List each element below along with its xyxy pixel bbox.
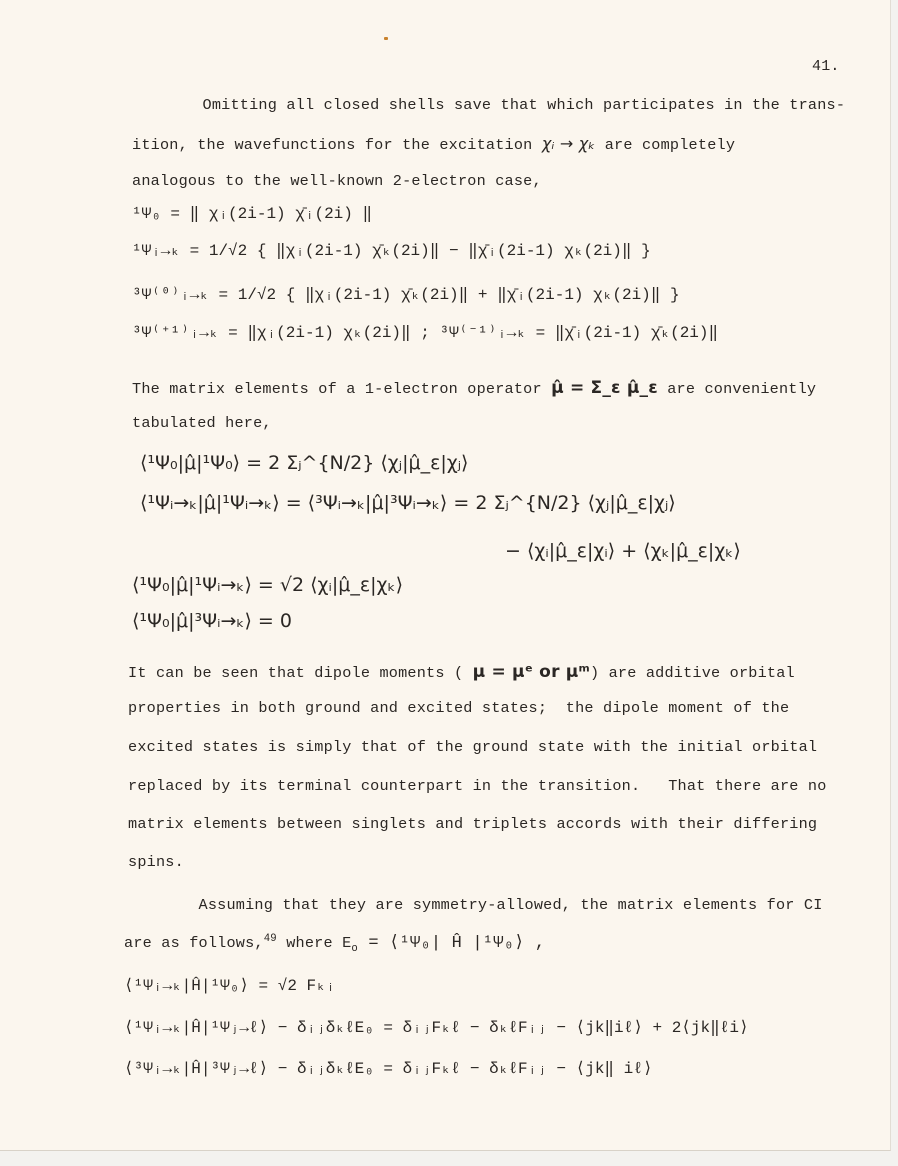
excitation-math: χᵢ → χₖ — [541, 134, 596, 153]
ci-element-triplet-triplet: ⟨³Ψᵢ→ₖ|Ĥ|³Ψⱼ→ℓ⟩ − δᵢⱼδₖℓE₀ = δᵢⱼFₖℓ − δₖℓFᵢⱼ − ⟨jk‖ iℓ⟩ — [124, 1060, 653, 1078]
ci-element-singlet-ground: ⟨¹Ψᵢ→ₖ|Ĥ|¹Ψ₀⟩ = √2 Fₖᵢ — [124, 977, 336, 995]
matrix-element-transition: ⟨¹Ψ₀|μ̂|¹Ψᵢ→ₖ⟩ = √2 ⟨χᵢ|μ̂_ε|χₖ⟩ — [132, 574, 404, 596]
operator-math: μ̂ = Σ_ε μ̂_ε — [551, 378, 658, 398]
wavefunction-ground: ¹Ψ₀ = ‖ χᵢ(2i-1) χ̄ᵢ(2i) ‖ — [132, 205, 373, 223]
ground-energy-math: = ⟨¹Ψ₀| Ĥ |¹Ψ₀⟩ , — [357, 934, 546, 953]
para1-line2 — [132, 134, 735, 154]
para1-line2-text-b: are completely — [595, 136, 736, 154]
energy-subscript: o — [351, 943, 358, 956]
para3-line1-text-a: It can be seen that dipole moments ( — [128, 664, 473, 682]
wavefunction-triplet-pm1: ³Ψ⁽⁺¹⁾ᵢ→ₖ = ‖χᵢ(2i-1) χₖ(2i)‖ ; ³Ψ⁽⁻¹⁾ᵢ→ₖ = ‖χ̄ᵢ(2i-1) χ̄ₖ(2i)‖ — [132, 324, 719, 342]
paper-speck — [384, 37, 388, 40]
para3-line4: replaced by its terminal counterpart in the transition. That there are no — [128, 777, 827, 795]
para3-line2: properties in both ground and excited states; the dipole moment of the — [128, 699, 790, 717]
para3-line6: spins. — [128, 853, 184, 871]
para1-line3: analogous to the well-known 2-electron case, — [132, 172, 542, 190]
para2-line1 — [132, 378, 816, 398]
matrix-element-excited-cont: − ⟨χᵢ|μ̂_ε|χᵢ⟩ + ⟨χₖ|μ̂_ε|χₖ⟩ — [505, 540, 741, 562]
para4-line2 — [124, 932, 545, 955]
para4-line2-text-a: are as follows, — [124, 934, 264, 952]
para2-line2: tabulated here, — [132, 414, 272, 432]
para4-line1: Assuming that they are symmetry-allowed, the matrix elements for CI — [124, 896, 823, 914]
para1-line1: Omitting all closed shells save that which participates in the trans- — [128, 96, 846, 114]
para4-line2-text-b: where E — [276, 934, 352, 952]
para1-line2-text-a: ition, the wavefunctions for the excitation — [132, 136, 542, 154]
wavefunction-singlet: ¹Ψᵢ→ₖ = 1/√2 { ‖χᵢ(2i-1) χ̄ₖ(2i)‖ − ‖χ̄ᵢ(2i-1) χₖ(2i)‖ } — [132, 242, 651, 260]
wavefunction-triplet-0: ³Ψ⁽⁰⁾ᵢ→ₖ = 1/√2 { ‖χᵢ(2i-1) χ̄ₖ(2i)‖ + ‖χ̄ᵢ(2i-1) χₖ(2i)‖ } — [132, 286, 680, 304]
para2-line1-text-a: The matrix elements of a 1-electron operator — [132, 380, 552, 398]
para2-line1-text-b: are conveniently — [657, 380, 817, 398]
para3-line1 — [128, 662, 795, 682]
matrix-element-singlet-triplet: ⟨¹Ψ₀|μ̂|³Ψᵢ→ₖ⟩ = 0 — [132, 610, 292, 632]
ci-element-singlet-singlet: ⟨¹Ψᵢ→ₖ|Ĥ|¹Ψⱼ→ℓ⟩ − δᵢⱼδₖℓE₀ = δᵢⱼFₖℓ − δₖℓFᵢⱼ − ⟨jk‖iℓ⟩ + 2⟨jk‖ℓi⟩ — [124, 1019, 749, 1037]
para3-line1-text-b: ) are additive orbital — [589, 664, 795, 682]
matrix-element-excited: ⟨¹Ψᵢ→ₖ|μ̂|¹Ψᵢ→ₖ⟩ = ⟨³Ψᵢ→ₖ|μ̂|³Ψᵢ→ₖ⟩ = 2 Σⱼ^{N/2} ⟨χⱼ|μ̂_ε|χⱼ⟩ — [140, 492, 676, 514]
dipole-math: μ = μᵉ or μᵐ — [472, 662, 590, 682]
para3-line5: matrix elements between singlets and triplets accords with their differing — [128, 815, 818, 833]
page-number: 41. — [812, 58, 840, 75]
para3-line3: excited states is simply that of the ground state with the initial orbital — [128, 738, 818, 756]
matrix-element-ground: ⟨¹Ψ₀|μ̂|¹Ψ₀⟩ = 2 Σⱼ^{N/2} ⟨χⱼ|μ̂_ε|χⱼ⟩ — [140, 452, 469, 474]
footnote-ref: 49 — [263, 932, 277, 945]
